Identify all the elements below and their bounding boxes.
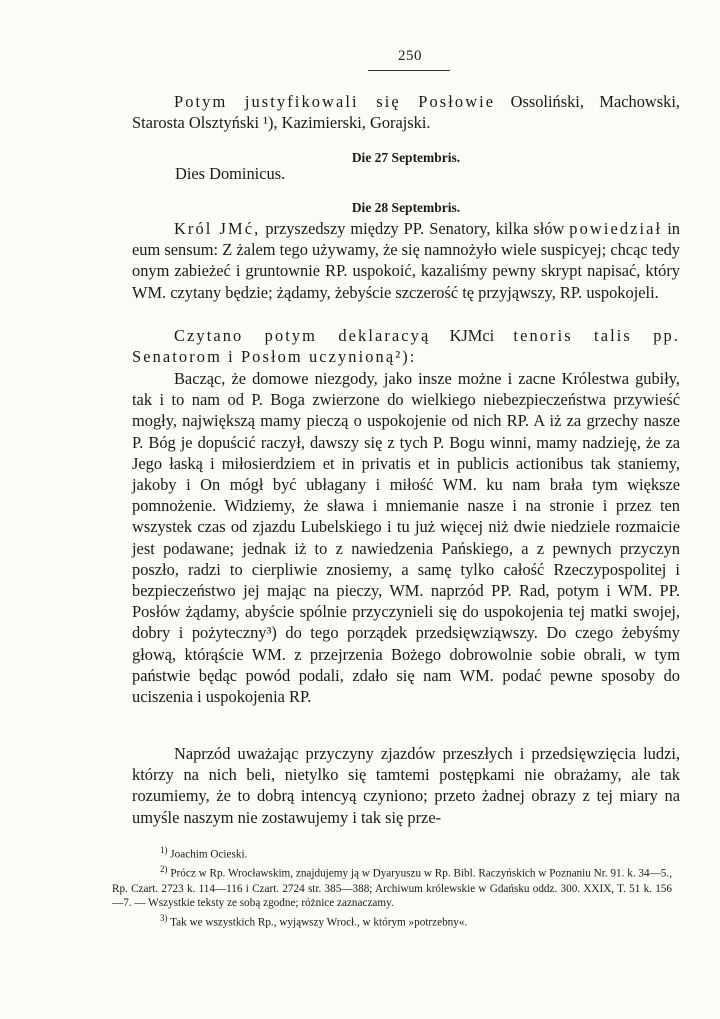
paragraph-5 bbox=[132, 743, 680, 828]
paragraph-2 bbox=[132, 218, 680, 303]
paragraph-2-spaced-1: Król JMć, bbox=[174, 219, 261, 238]
paragraph-1-spaced: Potym justyfikowali się Posłowie bbox=[174, 92, 496, 111]
paragraph-5-text: Naprzód uważając przyczyny zjazdów przeszłych i przedsięwzięcia ludzi, którzy na nich beli, nietylko się tamtemi postępkami nie obrażamy, ale tak rozumiemy, że to dobrą intencyą czyniono; przeto żadnej obrazy z tej miary na umyśle naszym nie zostawujemy i tak się prze- bbox=[132, 744, 680, 827]
footnote-1: $^{1)}$ Joachim Ocieski. bbox=[160, 845, 248, 861]
footnote-2: $^{2)}$ Prócz w Rp. Wrocławskim, znajdujemy ją w Dyaryuszu w Rp. Bibl. Raczyńskich w Poznaniu Nr. 91. k. 34—5., Rp. Czart. 2723 k. 114—116 i Czart. 2724 str. 385—388; Archiwum królewskie w Gdańsku oddz. 300. XXIX, T. 51 k. 156—7. — Wszystkie teksty ze sobą zgodne; różnice zaznaczamy. bbox=[112, 864, 672, 910]
paragraph-2-mid: przyszedszy między PP. Senatory, kilka słów bbox=[260, 219, 570, 238]
paragraph-1-rest: Ossoliński, Machowski, Starosta Olsztyński ¹), Kazimierski, Gorajski. bbox=[132, 92, 680, 133]
paragraph-4 bbox=[132, 368, 680, 707]
page-number: 250 bbox=[398, 48, 422, 64]
paragraph-3-spaced-1: Czytano potym deklaracyą bbox=[174, 326, 431, 345]
paragraph-2-rest: in eum sensum: Z żalem tego używamy, że się namnożyło wiele suspicyej; chcąc tedy onym zabieżeć i gruntownie RP. uspokoić, kazaliśmy pewny skrypt napisać, który WM. czytany będzie; żądamy, żebyście szczerość tę przyjąwszy, RP. uspokojeli. bbox=[132, 219, 680, 302]
dies-dominicus: Dies Dominicus. bbox=[175, 164, 286, 183]
page-number-rule bbox=[368, 70, 450, 71]
paragraph-3-spaced-2: tenoris talis pp. Senatorom i Posłom uczynioną²): bbox=[132, 326, 680, 367]
footnotes bbox=[112, 843, 672, 930]
paragraph-3 bbox=[132, 325, 680, 367]
paragraph-4-text: Bacząc, że domowe niezgody, jako insze możne i zacne Królestwa gubiły, tak i to nam od P. Boga zwierzone do wielkiego niebezpieczeństwa przywieść mogły, największą mamy pieczą o uspokojenie od nich RP. A iż za grzechy nasze P. Bóg je dopuścić raczył, dawszy się z tych P. Bogu winni, mamy nadzieję, że za Jego łaską i miłosierdziem et in privatis et in publicis actionibus tak staniemy, jakoby i On mógł być ubłagany i miłość WM. ku nam brała tym większe pomnożenie. Widziemy, że sława i mniemanie nasze i na stronie i przez ten wszystek czas od zjazdu Lubelskiego i tu już więcej niż dwie niedziele rozmaicie jest podawane; jednak iż to z nawiedzenia Pańskiego, a z pewnych przyczyn poszło, radzi to cierpliwie znosiemy, a samę tylko całość Rzeczypospolitej i bezpieczeństwo jej mając na pieczy, WM. naprzód PP. Rad, potym i WM. PP. Posłów żądamy, abyście spólnie przyczynieli się do uspokojenia tej matki swojej, dobry i pożyteczny³) do tego porządek przedsięwziąwszy. Do czego żebyśmy głową, którąście WM. z przejrzenia Bożego dobrowolnie sobie obrali, w tym państwie będąc powód podali, zdało się nam WM. podać pewne sposoby do uciszenia i uspokojenia RP. bbox=[132, 369, 680, 707]
heading-die-27: Die 27 Septembris. bbox=[351, 150, 461, 165]
heading-die-28: Die 28 Septembris. bbox=[351, 200, 461, 215]
paragraph-2-spaced-2: powiedział bbox=[569, 219, 663, 238]
paragraph-3-mid: KJMci bbox=[430, 326, 514, 345]
footnote-3: $^{3)}$ Tak we wszystkich Rp., wyjąwszy Wrocł., w którym »potrzebny«. bbox=[160, 912, 468, 929]
paragraph-1 bbox=[132, 91, 680, 133]
